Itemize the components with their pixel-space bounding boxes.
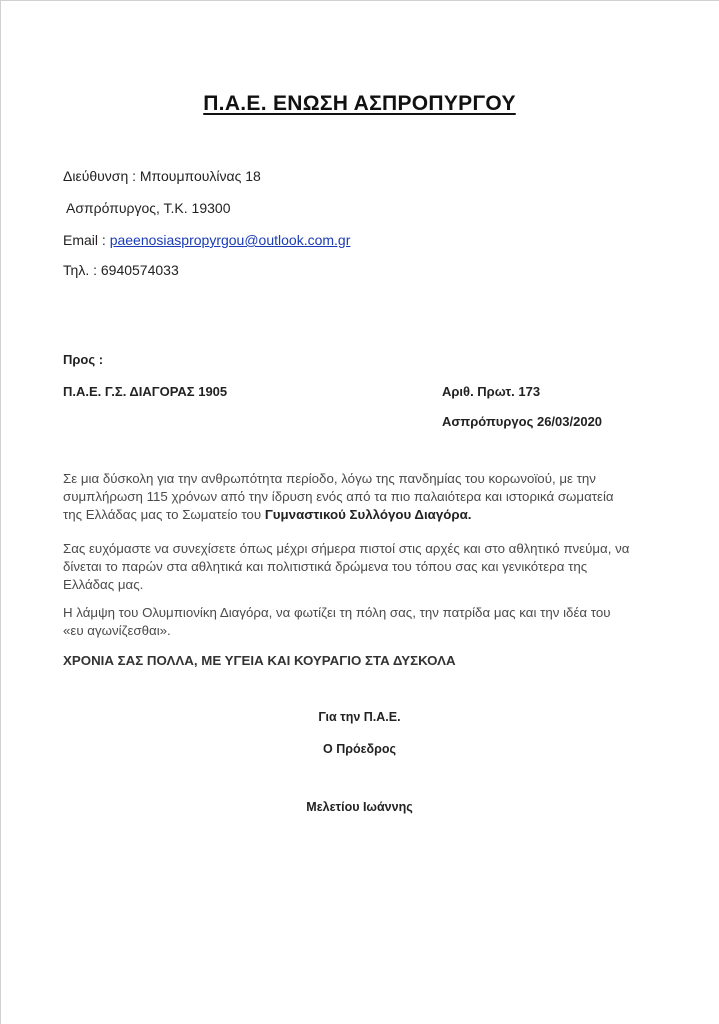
body-paragraph-1-text: Σε μια δύσκολη για την ανθρωπότητα περίοδο, λόγω της πανδημίας του κορωνοϊού, με την συμπλήρωση 115 χρόνων από την ίδρυση ενός από τα πιο παλαιότερα και ιστορικά σωματεία της Ελλάδας μας το Σωματείο του bbox=[63, 471, 614, 522]
recipient: Π.Α.Ε. Γ.Σ. ΔΙΑΓΟΡΑΣ 1905 bbox=[63, 384, 228, 399]
wishes-line: ΧΡΟΝΙΑ ΣΑΣ ΠΟΛΛΑ, ΜΕ ΥΓΕΙΑ ΚΑΙ ΚΟΥΡΑΓΙΟ ΣΤΑ ΔΥΣΚΟΛΑ bbox=[63, 653, 456, 668]
email-line bbox=[63, 232, 350, 248]
signature-name: Μελετίου Ιωάννης bbox=[306, 800, 413, 814]
body-paragraph-3: Η λάμψη του Ολυμπιονίκη Διαγόρα, να φωτίζει τη πόλη σας, την πατρίδα μας και την ιδέα του «ευ αγωνίζεσθαι». bbox=[63, 605, 611, 638]
letterhead-title: Π.Α.Ε. ΕΝΩΣΗ ΑΣΠΡΟΠΥΡΓΟΥ bbox=[203, 92, 516, 115]
body-paragraph-2: Σας ευχόμαστε να συνεχίσετε όπως μέχρι σήμερα πιστοί στις αρχές και στο αθλητικό πνεύμα, να δίνεται το παρών στα αθλητικά και πολιτιστικά δρώμενα του τόπου σας και γενικότερα της Ελλάδας μας. bbox=[63, 541, 630, 592]
body-paragraph-1 bbox=[63, 470, 633, 524]
phone-line: Τηλ. : 6940574033 bbox=[63, 262, 179, 278]
signature-role: Ο Πρόεδρος bbox=[323, 742, 396, 756]
address-line-1: Διεύθυνση : Μπουμπουλίνας 18 bbox=[63, 168, 261, 184]
to-label: Προς : bbox=[63, 352, 104, 367]
email-link[interactable]: paeenosiaspropyrgou@outlook.com.gr bbox=[109, 232, 351, 248]
protocol-number: Αριθ. Πρωτ. 173 bbox=[442, 384, 541, 399]
address-line-2: Ασπρόπυργος, Τ.Κ. 19300 bbox=[66, 200, 231, 216]
signature-for-line: Για την Π.Α.Ε. bbox=[318, 710, 401, 724]
place-date: Ασπρόπυργος 26/03/2020 bbox=[442, 414, 603, 429]
body-paragraph-1-bold: Γυμναστικού Συλλόγου Διαγόρα. bbox=[264, 507, 472, 522]
email-label: Email : bbox=[63, 232, 110, 248]
